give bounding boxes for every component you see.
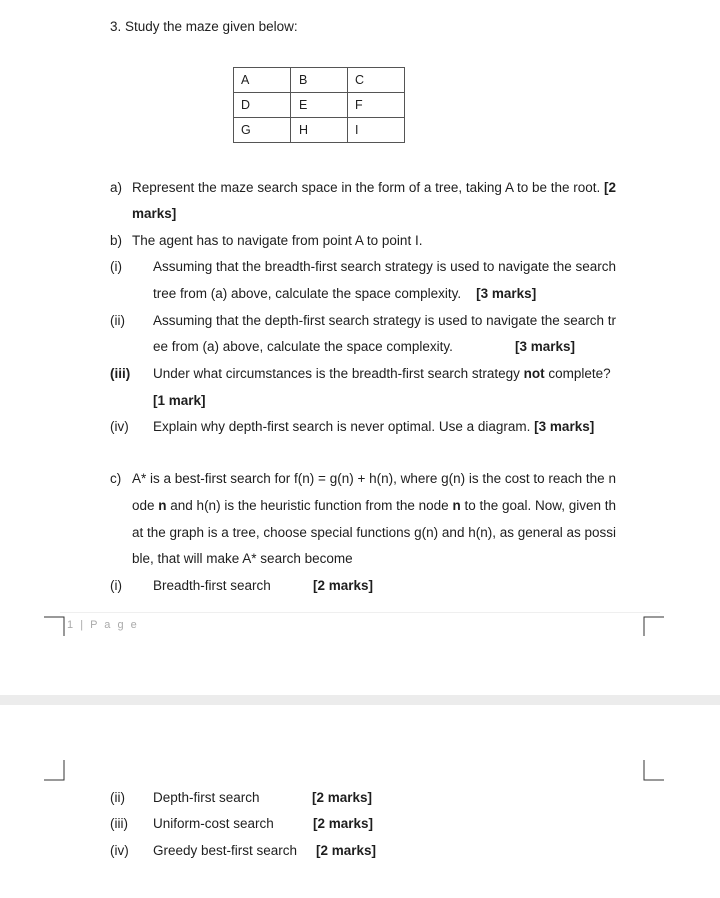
part-a-marks: marks] [132, 206, 177, 221]
header-corner-right [642, 760, 666, 784]
question-heading: 3. Study the maze given below: [110, 19, 298, 34]
part-b-label: b) [110, 233, 123, 248]
item-text: Assuming that the breadth-first search strategy is used to navigate the search [153, 259, 616, 274]
footer-rule [60, 612, 660, 613]
maze-cell: C [348, 68, 405, 93]
maze-cell: B [291, 68, 348, 93]
item-label: (iii) [110, 816, 128, 831]
footer-corner-left [44, 612, 68, 636]
part-a-label: a) [110, 180, 123, 195]
item-label: (iii) [110, 366, 131, 381]
item-text: Explain why depth-first search is never optimal. Use a diagram. [3 marks] [153, 419, 595, 434]
maze-cell: H [291, 118, 348, 143]
page-number: 1 | P a g e [67, 619, 139, 631]
part-c-text: ble, that will make A* search become [132, 551, 353, 566]
item-marks: [2 marks] [313, 816, 374, 831]
page-break [0, 695, 720, 705]
header-corner-left [44, 760, 68, 784]
item-label: (iv) [110, 419, 129, 434]
item-marks: [2 marks] [313, 578, 374, 593]
maze-cell: A [234, 68, 291, 93]
item-text: Depth-first search [153, 790, 260, 805]
item-text: Breadth-first search [153, 578, 271, 593]
part-c-text: A* is a best-first search for f(n) = g(n) + h(n), where g(n) is the cost to reach the n [132, 471, 616, 486]
item-text: Under what circumstances is the breadth-first search strategy not complete? [153, 366, 611, 381]
item-label: (i) [110, 259, 122, 274]
maze-cell: D [234, 93, 291, 118]
item-label: (ii) [110, 790, 125, 805]
item-text: ee from (a) above, calculate the space complexity. [153, 339, 453, 354]
part-c-text: at the graph is a tree, choose special functions g(n) and h(n), as general as possi [132, 525, 617, 540]
item-label: (i) [110, 578, 122, 593]
item-text: Assuming that the depth-first search strategy is used to navigate the search tr [153, 313, 616, 328]
part-a-text: Represent the maze search space in the form of a tree, taking A to be the root. [2 [132, 180, 617, 195]
item-text: tree from (a) above, calculate the space complexity. [3 marks] [153, 286, 537, 301]
item-text: Uniform-cost search [153, 816, 274, 831]
maze-grid [233, 67, 405, 143]
item-label: (iv) [110, 843, 129, 858]
maze-cell: G [234, 118, 291, 143]
item-marks: [2 marks] [312, 790, 373, 805]
item-text: Greedy best-first search [153, 843, 298, 858]
item-label: (ii) [110, 313, 125, 328]
footer-corner-right [642, 612, 666, 636]
item-marks: [2 marks] [316, 843, 377, 858]
maze-cell: F [348, 93, 405, 118]
maze-cell: I [348, 118, 405, 143]
part-b-text: The agent has to navigate from point A to point I. [132, 233, 423, 248]
item-marks: [3 marks] [515, 339, 576, 354]
maze-cell: E [291, 93, 348, 118]
part-c-text: ode n and h(n) is the heuristic function from the node n to the goal. Now, given th [132, 498, 617, 513]
item-marks: [1 mark] [153, 393, 206, 408]
part-c-label: c) [110, 471, 122, 486]
